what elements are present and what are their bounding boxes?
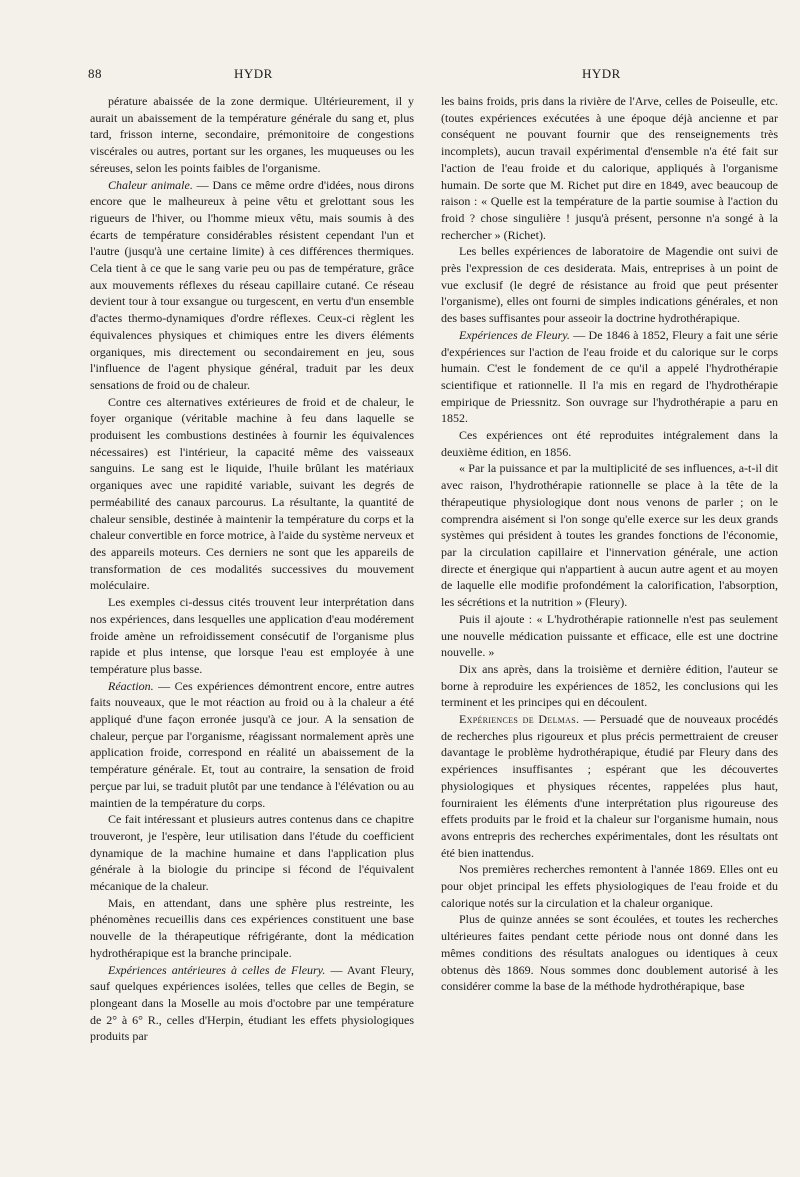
page-header xyxy=(0,66,800,90)
paragraph xyxy=(90,962,414,1046)
paragraph-text: Les exemples ci-dessus cités trouvent leur interprétation dans nos expériences, dans lesquelles une application d'eau modérement froide amène un refroidissement consécutif de l'organisme plus rapide et plus intense, que lorsque l'eau est employée à une température plus basse. xyxy=(90,595,414,676)
paragraph xyxy=(90,594,414,678)
paragraph-text: pérature abaissée de la zone dermique. Ultérieurement, il y aurait un abaissement de la température générale du sang et, plus tard, frisson interne, secondaire, prémonitoire de congestions viscérales ou autres, portant sur les organes, les muqueuses ou les séreuses, selon les points faibles de l'organisme. xyxy=(90,94,414,175)
paragraph xyxy=(90,93,414,177)
paragraph-text: Nos premières recherches remontent à l'année 1869. Elles ont eu pour objet principal les effets physiologiques de l'eau froide et du calorique notés sur la circulation et la chaleur organique. xyxy=(441,862,778,910)
paragraph xyxy=(441,711,778,861)
section-heading: Expériences de Delmas. xyxy=(459,712,580,727)
paragraph-text: — Dans ce même ordre d'idées, nous dirons encore que le malheureux à peine vêtu et grelottant sous les rigueurs de l'hiver, ou l'homme mieux vêtu, mais soumis à des écarts de température considérables résistent cependant l'un et l'autre (jusqu'à une certaine limite) à ces différences thermiques. Cela tient à ce que le sang varie peu ou pas de température, grâce aux mouvements réflexes du réseau capillaire cutané. Ce réseau devient tour à tour exsangue ou turgescent, en vertu d'un ensemble d'actes thermo-dynamiques d'ordre réflexes. Ceux-ci règlent les équivalences physiques et chimiques entre les divers éléments organiques, mis directement ou secondairement en jeu, sous l'influence de l'agent physique général, traduit par les deux sensations de froid ou de chaleur. xyxy=(90,177,414,392)
paragraph xyxy=(90,895,414,962)
paragraph xyxy=(441,243,778,327)
paragraph-text: les bains froids, pris dans la rivière de l'Arve, celles de Poiseulle, etc. (toutes expériences exécutées à une époque déjà ancienne et par conséquent ne pouvant fournir que des renseignements très incomplets), aucun travail expérimental d'ensemble n'a été fait sur l'action de l'eau froide et du calorique, appliqués à l'organisme humain. De sorte que M. Richet put dire en 1849, avec beaucoup de raison : « Quelle est la température de la partie soumise à l'action du froid ? chose singulière ! jusqu'à présent, personne n'a songé à la rechercher » (Richet). xyxy=(441,94,778,242)
paragraph-text: Ce fait intéressant et plusieurs autres contenus dans ce chapitre trouveront, je l'espère, leur utilisation dans l'étude du coefficient dynamique de la machine humaine et dans l'application plus générale à la biologie du principe si fécond de l'équivalent mécanique de la chaleur. xyxy=(90,812,414,894)
section-heading: Expériences antérieures à celles de Fleury. xyxy=(108,962,326,977)
paragraph-text: — Persuadé que de nouveaux procédés de recherches plus rigoureux et plus précis permettraient de creuser davantage le problème hydrothérapique, étudié par Fleury dans des expériences insuffisantes ; espérant que les découvertes physiologiques et physiques récentes, rappelées plus haut, fourniraient les éléments d'une interprétation plus rigoureuse des effets produits par le froid et la chaleur sur l'organisme humain, nous avons entrepris des recherches expérimentales, dont les résultats ont été bien inattendus. xyxy=(441,712,778,860)
paragraph xyxy=(441,861,778,911)
paragraph-text: Les belles expériences de laboratoire de Magendie ont suivi de près l'expression de ces desiderata. Mais, entreprises à un point de vue exclusif (le degré de résistance au froid que peut présenter l'organisme), elles ont fourni de simples indications générales, et non des bases suffisantes pour asseoir la doctrine hydrothérapique. xyxy=(441,244,778,326)
paragraph-text: Mais, en attendant, dans une sphère plus restreinte, les phénomènes recueillis dans ces expériences constituent une base nouvelle de la thérapeutique réfrigérante, dont la médication hydrothérapique est la branche principale. xyxy=(90,895,414,960)
paragraph-text: — De 1846 à 1852, Fleury a fait une série d'expériences sur l'action de l'eau froide et du calorique sur le corps humain. C'est le fondement de ce qu'il a appelé l'hydrothérapie scientifique et rationnelle. Il l'a mis en regard de l'hydrothérapie empirique de Priessnitz. Son ouvrage sur l'hydrothérapie a paru en 1852. xyxy=(441,327,778,426)
paragraph xyxy=(441,661,778,711)
paragraph-text: Contre ces alternatives extérieures de froid et de chaleur, le foyer organique (véritable machine à feu dans laquelle se produisent les combustions destinées à fournir les équivalences nécessaires) est l'intérieur, la capacité même des vaisseaux sanguins. Le sang est le liquide, l'huile brûlant les matériaux organiques avec une rapidité variable, suivant les degrés de perméabilité des canaux parcourus. La résultante, la quantité de chaleur sensible, destinée à maintenir la température du corps et la chaleur convertible en force motrice, à l'aide du système nerveux et des appareils moteurs. Ces derniers ne sont que les appareils de transformation de ces modalités successives du mouvement moléculaire. xyxy=(90,394,414,593)
section-heading: Chaleur animale. xyxy=(108,177,193,192)
paragraph xyxy=(441,327,778,427)
paragraph-text: Ces expériences ont été reproduites intégralement dans la deuxième édition, en 1856. xyxy=(441,428,778,459)
paragraph xyxy=(90,678,414,812)
paragraph xyxy=(441,460,778,610)
paragraph xyxy=(441,427,778,460)
paragraph-text: — Ces expériences démontrent encore, entre autres faits nouveaux, que le mot réaction au froid ou à la chaleur a été appliqué d'une façon erronée jusqu'à ce jour. A la sensation de chaleur, perçue par l'organisme, réagissant normalement après une application froide, correspond en réalité un abaissement de la température générale. Et, tout au contraire, la sensation de froid perçue par lui, se traduit plutôt par une tendance à l'élévation ou au maintien de la température du corps. xyxy=(90,678,414,810)
right-column xyxy=(441,93,778,1153)
running-head-right: HYDR xyxy=(582,66,621,81)
paragraph xyxy=(441,911,778,995)
paragraph xyxy=(90,811,414,895)
paragraph xyxy=(441,611,778,661)
left-column xyxy=(90,93,414,1153)
paragraph xyxy=(90,177,414,394)
paragraph-text: Dix ans après, dans la troisième et dernière édition, l'auteur se borne à reproduire les expériences de 1852, les conclusions qui les terminent et les principes qui en découlent. xyxy=(441,661,778,710)
running-head-left: HYDR xyxy=(234,66,273,81)
paragraph xyxy=(441,93,778,243)
section-heading: Réaction. xyxy=(108,678,154,693)
paragraph-text: — Avant Fleury, sauf quelques expériences isolées, telles que celles de Begin, se plongeant dans la Moselle au mois d'octobre par une température de 2° à 6° R., celles d'Herpin, étudiant les effets physiologiques produits par xyxy=(90,962,414,1044)
paragraph-text: « Par la puissance et par la multiplicité de ses influences, a-t-il dit avec raison, l'hydrothérapie rationnelle se place à la tête de la thérapeutique physiologique dont nous venons de parler ; on le comprendra aisément si l'on songe qu'elle exerce sur les deux grands systèmes qui président à toutes les grandes fonctions de l'économie, par la circulation capillaire et l'innervation générale, une action directe et énergique qui n'appartient à aucun autre agent et au moyen de laquelle elle modifie profondément la calorification, l'absorption, les sécrétions et la nutrition » (Fleury). xyxy=(441,461,778,610)
paragraph-text: Plus de quinze années se sont écoulées, et toutes les recherches ultérieures faites pendant cette période nous ont donné dans les mêmes conditions des résultats analogues ou identiques à ceux obtenus dès 1869. Nous sommes donc doublement autorisé à les considérer comme la base de la méthode hydrothérapique, base xyxy=(441,912,778,994)
paragraph xyxy=(90,394,414,594)
paragraph-text: Puis il ajoute : « L'hydrothérapie rationnelle n'est pas seulement une nouvelle médication puissante et efficace, elle est une doctrine nouvelle. » xyxy=(441,611,778,660)
section-heading: Expériences de Fleury. xyxy=(459,327,570,342)
page-number: 88 xyxy=(88,66,102,81)
